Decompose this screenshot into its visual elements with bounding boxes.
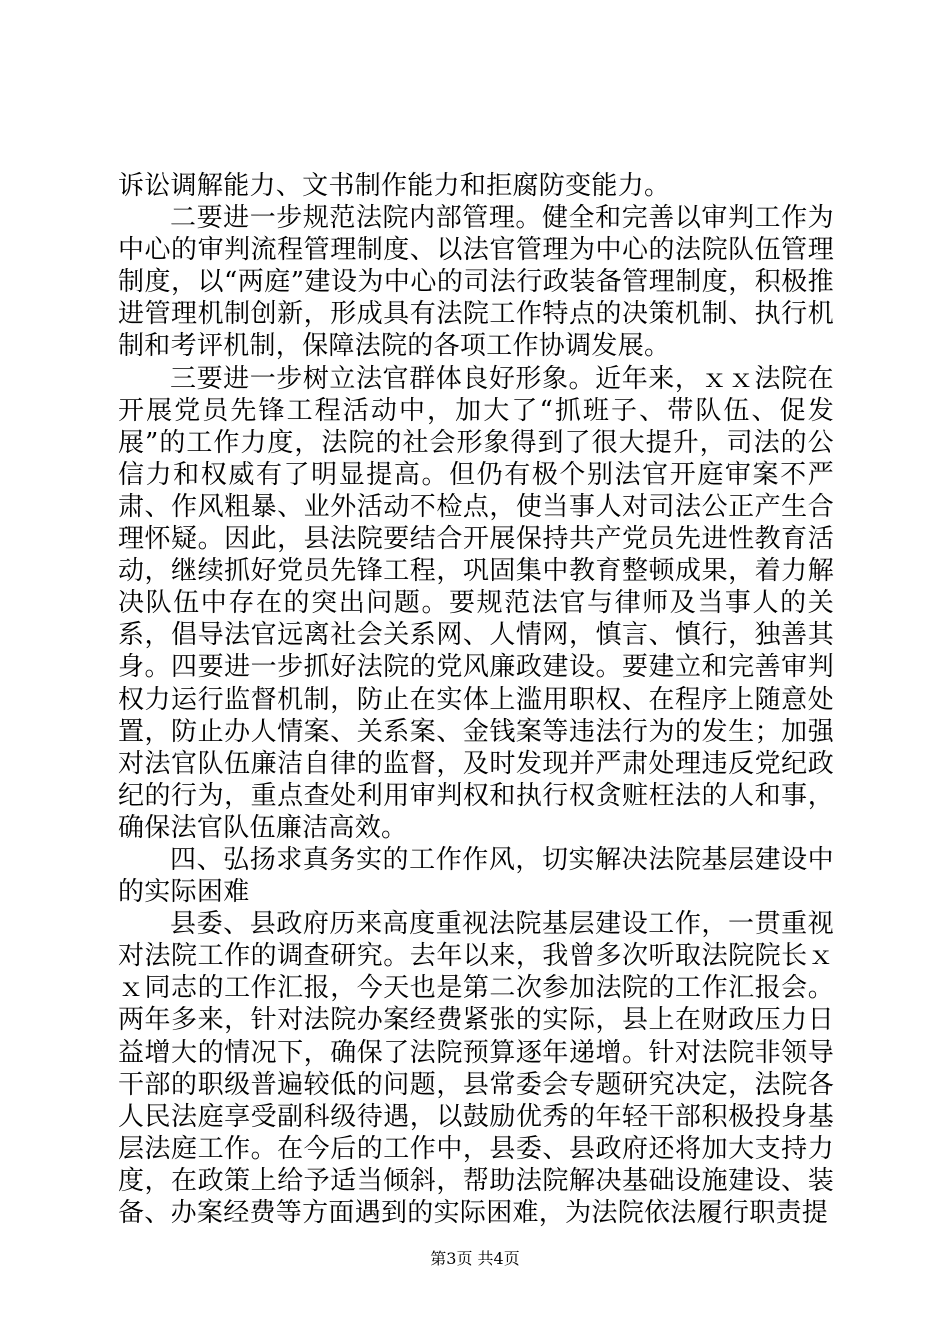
paragraph-5: 县委、县政府历来高度重视法院基层建设工作，一贯重视对法院工作的调查研究。去年以来，我曾多次听取法院院长ｘｘ同志的工作汇报，今天也是第二次参加法院的工作汇报会。两年多来，针对法院办案经费紧张的实际，县上在财政压力日益增大的情况下，确保了法院预算逐年递增。针对法院非领导干部的职级普遍较低的问题，县常委会专题研究决定，法院各人民法庭享受副科级待遇，以鼓励优秀的年轻干部积极投身基层法庭工作。在今后的工作中，县委、县政府还将加大支持力度，在政策上给予适当倾斜，帮助法院解决基础设施建设、装备、办案经费等方面遇到的实际困难，为法院依法履行职责提 [118, 909, 834, 1228]
paragraph-3: 三要进一步树立法官群体良好形象。近年来，ｘｘ法院在开展党员先锋工程活动中，加大了“抓班子、带队伍、促发展”的工作力度，法院的社会形象得到了很大提升，司法的公信力和权威有了明显提高。但仍有极个别法官开庭审案不严肃、作风粗暴、业外活动不检点，使当事人对司法公正产生合理怀疑。因此，县法院要结合开展保持共产党员先进性教育活动，继续抓好党员先锋工程，巩固集中教育整顿成果，着力解决队伍中存在的突出问题。要规范法官与律师及当事人的关系，倡导法官远离社会关系网、人情网，慎言、慎行，独善其身。四要进一步抓好法院的党风廉政建设。要建立和完善审判权力运行监督机制，防止在实体上滥用职权、在程序上随意处置，防止办人情案、关系案、金钱案等违法行为的发生；加强对法官队伍廉洁自律的监督，及时发现并严肃处理违反党纪政纪的行为，重点查处利用审判权和执行权贪赃枉法的人和事，确保法官队伍廉洁高效。 [118, 363, 834, 843]
page-number-footer: 第3页 共4页 [430, 1249, 520, 1268]
paragraph-2: 二要进一步规范法院内部管理。健全和完善以审判工作为中心的审判流程管理制度、以法官管理为中心的法院队伍管理制度，以“两庭”建设为中心的司法行政装备管理制度，积极推进管理机制创新，形成具有法院工作特点的决策机制、执行机制和考评机制，保障法院的各项工作协调发展。 [118, 203, 834, 362]
section-heading-4: 四、弘扬求真务实的工作作风，切实解决法院基层建设中的实际困难 [118, 844, 834, 908]
document-body [118, 170, 834, 1229]
paragraph-1: 诉讼调解能力、文书制作能力和拒腐防变能力。 [118, 171, 671, 201]
